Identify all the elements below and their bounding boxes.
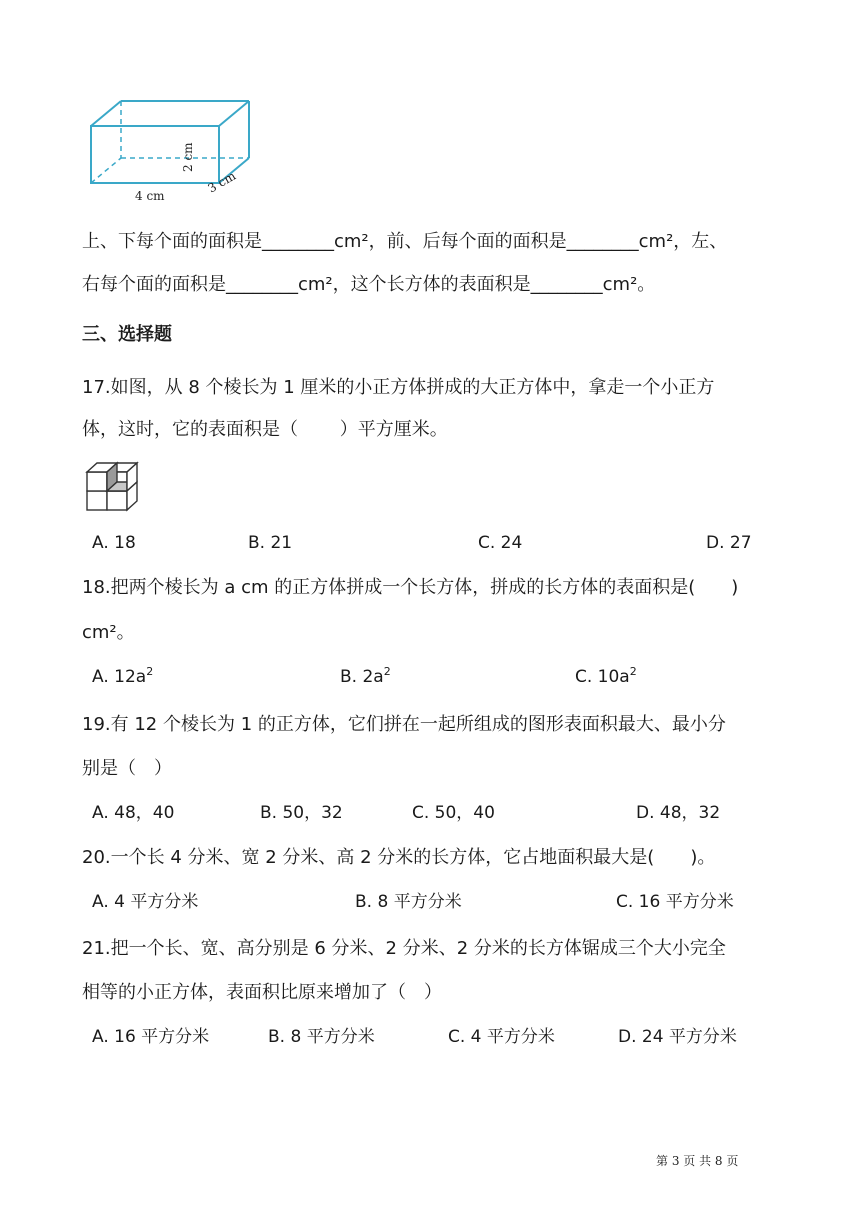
q16-line1: 上、下每个面的面积是________cm²，前、后每个面的面积是________cm²，左、 (82, 231, 728, 252)
length-label: 4 cm (135, 189, 165, 203)
q21-option-a: A. 16 平方分米 (92, 1027, 210, 1047)
q18-line2: cm²。 (82, 622, 135, 643)
q20-option-c: C. 16 平方分米 (616, 892, 734, 912)
q17-option-a: A. 18 (92, 533, 136, 553)
q17-option-d: D. 27 (706, 533, 752, 553)
height-label: 2 cm (181, 142, 195, 172)
q18-line1: 18.把两个棱长为 a cm 的正方体拼成一个长方体，拼成的长方体的表面积是( ) (82, 577, 739, 598)
q20-option-b: B. 8 平方分米 (355, 892, 462, 912)
q21-line1: 21.把一个长、宽、高分别是 6 分米、2 分米、2 分米的长方体锯成三个大小完全 (82, 938, 726, 959)
cube-figure (86, 462, 142, 512)
q17-line2: 体，这时，它的表面积是（ ）平方厘米。 (82, 419, 448, 440)
q19-option-c: C. 50，40 (412, 803, 495, 823)
q19-line1: 19.有 12 个棱长为 1 的正方体，它们拼在一起所组成的图形表面积最大、最小分 (82, 714, 726, 735)
q19-option-b: B. 50，32 (260, 803, 343, 823)
q20-option-a: A. 4 平方分米 (92, 892, 199, 912)
page-number: 第 3 页 共 8 页 (656, 1154, 739, 1168)
q19-line2: 别是（ ） (82, 758, 172, 779)
q18-option-b: B. $2a^2$ (340, 665, 391, 687)
q21-line2: 相等的小正方体，表面积比原来增加了（ ） (82, 982, 442, 1003)
q19-option-d: D. 48，32 (636, 803, 721, 823)
q17-option-b: B. 21 (248, 533, 293, 553)
q21-option-b: B. 8 平方分米 (268, 1027, 375, 1047)
q20-line1: 20.一个长 4 分米、宽 2 分米、高 2 分米的长方体，它占地面积最大是( )。 (82, 847, 716, 868)
section-title: 三、选择题 (82, 324, 172, 345)
q16-line2: 右每个面的面积是________cm²，这个长方体的表面积是________cm²。 (82, 274, 656, 295)
q17-line1: 17.如图，从 8 个棱长为 1 厘米的小正方体拼成的大正方体中，拿走一个小正方 (82, 377, 715, 398)
q21-option-d: D. 24 平方分米 (618, 1027, 737, 1047)
q17-option-c: C. 24 (478, 533, 523, 553)
cuboid-figure (88, 98, 268, 208)
q21-option-c: C. 4 平方分米 (448, 1027, 555, 1047)
q19-option-a: A. 48，40 (92, 803, 175, 823)
q18-option-a: A. $12a^2$ (92, 665, 154, 687)
q18-option-c: C. $10a^2$ (575, 665, 637, 687)
depth-label: 3 cm (205, 168, 239, 196)
